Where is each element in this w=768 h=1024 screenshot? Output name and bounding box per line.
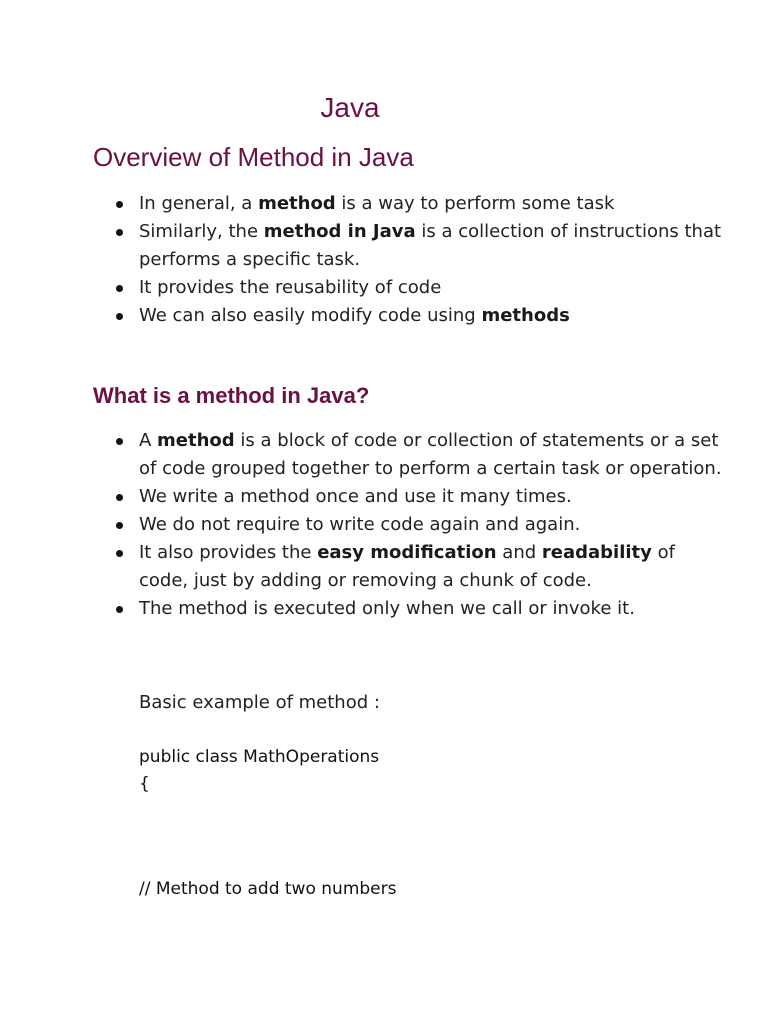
overview-item: [139, 302, 729, 330]
section-heading-what-is-method: What is a method in Java?: [93, 383, 370, 408]
overview-item-text: Similarly, the: [139, 221, 264, 242]
method-item-text: We write a method once and use it many times.: [139, 486, 572, 507]
method-item: [139, 539, 729, 595]
method-item-text: We do not require to write code again and again.: [139, 514, 581, 535]
method-item-text: and: [496, 542, 542, 563]
code-comment: // Method to add two numbers: [139, 879, 397, 899]
example-intro: Basic example of method :: [139, 692, 380, 713]
method-item-text: is a block of code or collection of statements or a set of code grouped together to perform a certain task or operation.: [139, 430, 722, 479]
overview-item-text: is a collection of instructions that performs a specific task.: [139, 221, 722, 270]
method-item: [139, 595, 729, 623]
method-item-text: of code, just by adding or removing a chunk of code.: [139, 542, 675, 591]
method-item: [139, 511, 729, 539]
overview-item-text: It provides the reusability of code: [139, 277, 442, 298]
method-item: [139, 427, 729, 483]
overview-item-text: We can also easily modify code using: [139, 305, 482, 326]
code-open-brace: {: [139, 774, 150, 794]
overview-list: [93, 190, 729, 330]
overview-item: [139, 218, 729, 274]
method-item-emphasis: method: [157, 430, 235, 451]
overview-item-emphasis: methods: [481, 305, 570, 326]
overview-item: [139, 190, 729, 218]
method-item-text: It also provides the: [139, 542, 318, 563]
method-item: [139, 483, 729, 511]
code-class-declaration: public class MathOperations: [139, 747, 380, 767]
method-item-emphasis: readability: [541, 542, 652, 563]
overview-item-emphasis: method in Java: [263, 221, 416, 242]
overview-item-text: In general, a: [139, 193, 259, 214]
section-heading-overview: Overview of Method in Java: [93, 142, 414, 172]
method-item-emphasis: easy modification: [317, 542, 497, 563]
method-definition-list: [93, 427, 729, 623]
method-item-text: A: [139, 430, 158, 451]
method-item-text: The method is executed only when we call or invoke it.: [139, 598, 635, 619]
overview-item-text: is a way to perform some task: [335, 193, 615, 214]
document-title: Java: [320, 92, 380, 123]
overview-item: [139, 274, 729, 302]
overview-item-emphasis: method: [258, 193, 336, 214]
